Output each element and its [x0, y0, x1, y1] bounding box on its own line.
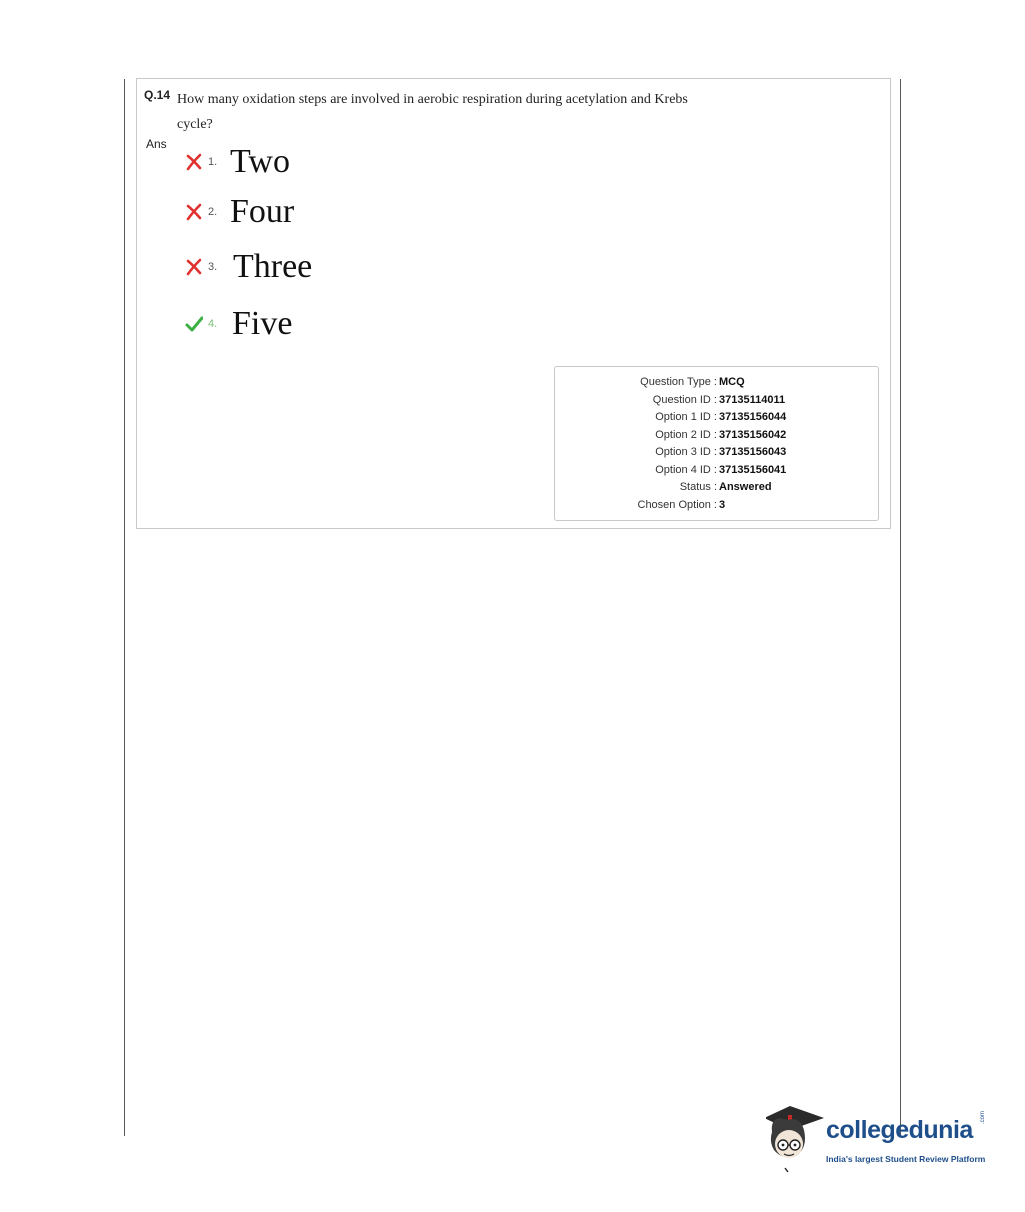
- meta-row-question-id: [555, 394, 878, 411]
- answer-label: Ans: [146, 137, 167, 151]
- option-number: 3.: [208, 261, 218, 273]
- meta-row-option-4-id: [555, 464, 878, 481]
- cross-icon: [185, 203, 203, 221]
- option-number: 2.: [208, 206, 218, 218]
- question-panel: [136, 78, 891, 529]
- brand-tagline: India's largest Student Review Platform: [826, 1154, 986, 1164]
- meta-key: Status :: [679, 481, 717, 493]
- meta-value: 37135156041: [719, 463, 787, 476]
- meta-value: 37135156043: [719, 446, 787, 458]
- meta-key: Option 1 ID :: [655, 411, 717, 423]
- option-number: 1.: [208, 156, 218, 168]
- meta-row-chosen-option: [555, 499, 878, 516]
- page-right-rule: [900, 79, 901, 1136]
- meta-key: Option 2 ID :: [655, 428, 717, 441]
- meta-row-option-3-id: [555, 446, 878, 463]
- meta-value: 37135156042: [719, 428, 787, 441]
- meta-row-question-type: [555, 376, 878, 393]
- collegedunia-logo: [766, 1104, 996, 1174]
- meta-key: Question ID :: [652, 393, 717, 406]
- question-number: Q.14: [144, 88, 171, 102]
- brand-domain-suffix: .com: [980, 1110, 986, 1124]
- mascot-icon: [766, 1104, 826, 1174]
- meta-value: MCQ: [719, 376, 745, 388]
- meta-key: Chosen Option :: [637, 498, 717, 511]
- meta-value: Answered: [719, 481, 772, 493]
- option-text: Two: [230, 143, 290, 180]
- meta-key: Option 4 ID :: [655, 463, 717, 476]
- meta-row-status: [555, 481, 878, 498]
- meta-key: Option 3 ID :: [655, 446, 717, 458]
- meta-value: 37135156044: [719, 411, 787, 423]
- meta-value: 3: [719, 498, 726, 511]
- page-left-rule: [124, 79, 125, 1136]
- meta-key: Question Type :: [640, 376, 717, 388]
- option-text: Five: [232, 305, 293, 342]
- meta-row-option-2-id: [555, 429, 878, 446]
- meta-row-option-1-id: [555, 411, 878, 428]
- question-meta-box: [554, 366, 879, 521]
- option-text: Four: [230, 193, 295, 230]
- option-text: Three: [233, 248, 313, 285]
- cross-icon: [185, 153, 203, 171]
- option-number: 4.: [208, 318, 218, 330]
- question-text: How many oxidation steps are involved in aerobic respiration during acetylation and Krebs cycle?: [177, 92, 688, 132]
- meta-value: 37135114011: [719, 393, 786, 406]
- cross-icon: [185, 258, 203, 276]
- checkmark-icon: [185, 315, 203, 333]
- brand-name: collegedunia: [826, 1116, 973, 1144]
